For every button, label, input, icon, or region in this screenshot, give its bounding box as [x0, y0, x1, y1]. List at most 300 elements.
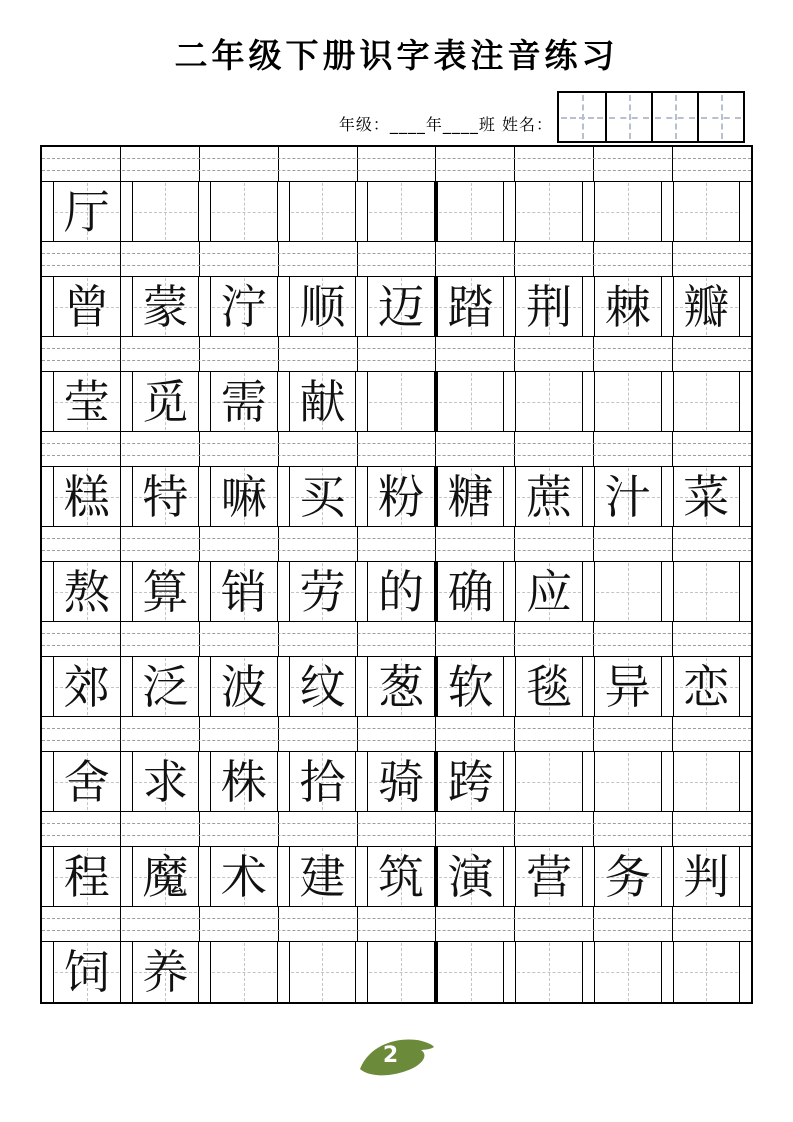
pinyin-cell	[593, 337, 672, 371]
cell-gap	[583, 277, 594, 336]
cell-gap	[42, 942, 53, 1002]
cell-gap	[199, 657, 210, 716]
cell-gap	[121, 182, 132, 241]
cell-gap	[504, 847, 515, 906]
pinyin-ruling-strip	[42, 337, 751, 372]
pinyin-cell	[672, 147, 751, 181]
character-cell	[673, 467, 741, 526]
pinyin-cell	[357, 242, 436, 276]
character-cell	[673, 657, 741, 716]
cell-gap	[740, 847, 751, 906]
pinyin-cell	[357, 907, 436, 941]
empty-character-cell	[515, 942, 583, 1002]
cell-gap	[121, 657, 132, 716]
cell-gap	[583, 182, 594, 241]
character-row	[42, 752, 751, 812]
cell-gap	[199, 752, 210, 811]
empty-character-cell	[594, 182, 662, 241]
empty-character-cell	[594, 372, 662, 431]
pinyin-ruling-strip	[42, 622, 751, 657]
cell-gap	[504, 182, 515, 241]
character-cell	[437, 847, 505, 906]
cell-gap	[356, 752, 367, 811]
pinyin-cell	[199, 147, 278, 181]
cell-gap	[199, 182, 210, 241]
cell-gap	[278, 562, 289, 621]
hanzi-glyph: 求	[142, 754, 189, 809]
cell-gap	[42, 847, 53, 906]
pinyin-cell	[435, 337, 514, 371]
pinyin-cell	[120, 432, 199, 466]
hanzi-glyph: 踏	[447, 279, 494, 334]
hanzi-glyph: 异	[604, 659, 651, 714]
pinyin-dashed-line	[42, 930, 751, 931]
character-cell	[673, 277, 741, 336]
character-row	[42, 657, 751, 717]
character-cell	[289, 467, 357, 526]
character-cell	[132, 942, 200, 1002]
pinyin-cell	[435, 432, 514, 466]
pinyin-cell	[514, 527, 593, 561]
pinyin-cell	[435, 717, 514, 751]
character-cell	[437, 467, 505, 526]
character-row	[42, 182, 751, 242]
cell-gap	[504, 752, 515, 811]
pinyin-cell	[514, 432, 593, 466]
pinyin-cell	[672, 432, 751, 466]
character-cell	[132, 467, 200, 526]
hanzi-glyph: 程	[63, 849, 110, 904]
empty-character-cell	[673, 752, 741, 811]
cell-gap	[583, 467, 594, 526]
cell-gap	[121, 942, 132, 1002]
pinyin-cell	[120, 147, 199, 181]
empty-character-cell	[673, 182, 741, 241]
pinyin-dashed-line	[42, 633, 751, 634]
pinyin-cell	[278, 337, 357, 371]
cell-gap	[504, 277, 515, 336]
pinyin-cell	[199, 622, 278, 656]
meta-row	[0, 91, 793, 143]
hanzi-glyph: 瓣	[683, 279, 730, 334]
cell-gap	[278, 942, 289, 1002]
row-group	[42, 432, 751, 527]
cell-gap	[740, 372, 751, 431]
cell-gap	[740, 467, 751, 526]
hanzi-glyph: 献	[299, 374, 346, 429]
pinyin-dashed-line	[42, 645, 751, 646]
character-cell	[367, 467, 435, 526]
character-cell	[594, 657, 662, 716]
name-grid	[557, 91, 745, 143]
pinyin-cell	[42, 147, 120, 181]
character-cell	[289, 847, 357, 906]
cell-gap	[740, 657, 751, 716]
hanzi-glyph: 纹	[299, 659, 346, 714]
pinyin-dashed-line	[42, 170, 751, 171]
pinyin-cell	[120, 337, 199, 371]
character-cell	[53, 372, 121, 431]
character-cell	[132, 847, 200, 906]
hanzi-glyph: 应	[526, 564, 573, 619]
cell-gap	[356, 657, 367, 716]
pinyin-cell	[672, 812, 751, 846]
hanzi-glyph: 曾	[63, 279, 110, 334]
character-cell	[515, 847, 583, 906]
cell-gap	[583, 562, 594, 621]
cell-gap	[121, 277, 132, 336]
cell-gap	[504, 942, 515, 1002]
character-cell	[437, 752, 505, 811]
hanzi-glyph: 糖	[447, 469, 494, 524]
hanzi-glyph: 建	[299, 849, 346, 904]
character-cell	[515, 467, 583, 526]
pinyin-cell	[672, 337, 751, 371]
cell-gap	[583, 752, 594, 811]
cell-gap	[42, 752, 53, 811]
character-row	[42, 847, 751, 907]
pinyin-cell	[593, 907, 672, 941]
empty-character-cell	[289, 182, 357, 241]
pinyin-cell	[42, 432, 120, 466]
pinyin-cell	[357, 527, 436, 561]
cell-gap	[356, 847, 367, 906]
pinyin-cell	[435, 527, 514, 561]
hanzi-glyph: 菜	[683, 469, 730, 524]
character-cell	[594, 467, 662, 526]
character-cell	[289, 752, 357, 811]
cell-gap	[121, 752, 132, 811]
name-box	[605, 93, 651, 141]
pinyin-cell	[435, 147, 514, 181]
hanzi-glyph: 买	[299, 469, 346, 524]
pinyin-ruling-strip	[42, 717, 751, 752]
pinyin-cell	[672, 242, 751, 276]
cell-gap	[662, 752, 673, 811]
pinyin-cell	[435, 242, 514, 276]
cell-gap	[583, 942, 594, 1002]
pinyin-cell	[278, 147, 357, 181]
pinyin-cell	[672, 907, 751, 941]
pinyin-cell	[435, 812, 514, 846]
empty-character-cell	[437, 372, 505, 431]
empty-character-cell	[437, 182, 505, 241]
character-cell	[132, 372, 200, 431]
character-cell	[53, 657, 121, 716]
row-group	[42, 242, 751, 337]
cell-gap	[199, 277, 210, 336]
hanzi-glyph: 荆	[526, 279, 573, 334]
pinyin-cell	[42, 812, 120, 846]
pinyin-cell	[199, 717, 278, 751]
hanzi-glyph: 棘	[604, 279, 651, 334]
pinyin-cell	[514, 717, 593, 751]
hanzi-glyph: 郊	[63, 659, 110, 714]
row-group	[42, 622, 751, 717]
pinyin-dashed-line	[42, 348, 751, 349]
hanzi-glyph: 判	[683, 849, 730, 904]
hanzi-glyph: 毯	[526, 659, 573, 714]
character-cell	[210, 467, 278, 526]
cell-gap	[356, 942, 367, 1002]
pinyin-cell	[514, 907, 593, 941]
hanzi-glyph: 葱	[378, 659, 425, 714]
pinyin-cell	[435, 907, 514, 941]
character-cell	[53, 942, 121, 1002]
pinyin-cell	[514, 337, 593, 371]
pinyin-cell	[672, 527, 751, 561]
character-cell	[132, 657, 200, 716]
character-cell	[367, 657, 435, 716]
pinyin-ruling-strip	[42, 812, 751, 847]
cell-gap	[356, 277, 367, 336]
character-cell	[210, 562, 278, 621]
hanzi-glyph: 莹	[63, 374, 110, 429]
cell-gap	[356, 372, 367, 431]
row-group	[42, 147, 751, 242]
character-cell	[289, 372, 357, 431]
pinyin-cell	[514, 622, 593, 656]
character-cell	[437, 657, 505, 716]
pinyin-dashed-line	[42, 823, 751, 824]
hanzi-glyph: 的	[378, 564, 425, 619]
pinyin-cell	[357, 337, 436, 371]
cell-gap	[740, 942, 751, 1002]
pinyin-cell	[120, 622, 199, 656]
empty-character-cell	[515, 372, 583, 431]
empty-character-cell	[673, 942, 741, 1002]
pinyin-cell	[278, 717, 357, 751]
pinyin-cell	[593, 147, 672, 181]
cell-gap	[278, 372, 289, 431]
pinyin-dashed-line	[42, 443, 751, 444]
pinyin-dashed-line	[42, 538, 751, 539]
pinyin-cell	[199, 242, 278, 276]
cell-gap	[662, 277, 673, 336]
name-box	[651, 93, 697, 141]
character-cell	[673, 847, 741, 906]
character-cell	[210, 372, 278, 431]
pinyin-cell	[357, 622, 436, 656]
character-cell	[53, 847, 121, 906]
pinyin-cell	[593, 717, 672, 751]
pinyin-dashed-line	[42, 550, 751, 551]
pinyin-cell	[593, 527, 672, 561]
name-box	[697, 93, 743, 141]
hanzi-glyph: 熬	[63, 564, 110, 619]
pinyin-cell	[199, 337, 278, 371]
character-cell	[515, 277, 583, 336]
pinyin-dashed-line	[42, 265, 751, 266]
empty-character-cell	[437, 942, 505, 1002]
hanzi-glyph: 蒙	[142, 279, 189, 334]
character-cell	[289, 562, 357, 621]
empty-character-cell	[367, 182, 435, 241]
hanzi-glyph: 舍	[63, 754, 110, 809]
hanzi-glyph: 厅	[63, 184, 110, 239]
pinyin-cell	[593, 812, 672, 846]
pinyin-dashed-line	[42, 835, 751, 836]
cell-gap	[278, 657, 289, 716]
cell-gap	[662, 467, 673, 526]
row-group	[42, 717, 751, 812]
pinyin-cell	[278, 242, 357, 276]
cell-gap	[740, 182, 751, 241]
hanzi-glyph: 泛	[142, 659, 189, 714]
hanzi-glyph: 恋	[683, 659, 730, 714]
hanzi-glyph: 跨	[447, 754, 494, 809]
hanzi-glyph: 汁	[604, 469, 651, 524]
hanzi-glyph: 筑	[378, 849, 425, 904]
cell-gap	[662, 372, 673, 431]
cell-gap	[662, 847, 673, 906]
pinyin-dashed-line	[42, 728, 751, 729]
pinyin-dashed-line	[42, 740, 751, 741]
empty-character-cell	[132, 182, 200, 241]
pinyin-cell	[120, 527, 199, 561]
cell-gap	[278, 182, 289, 241]
empty-character-cell	[594, 942, 662, 1002]
hanzi-glyph: 粉	[378, 469, 425, 524]
character-cell	[437, 277, 505, 336]
cell-gap	[662, 562, 673, 621]
empty-character-cell	[594, 752, 662, 811]
pinyin-cell	[357, 717, 436, 751]
character-cell	[367, 562, 435, 621]
cell-gap	[504, 562, 515, 621]
hanzi-glyph: 术	[220, 849, 267, 904]
row-group	[42, 907, 751, 1002]
pinyin-cell	[672, 717, 751, 751]
row-group	[42, 337, 751, 432]
pinyin-ruling-strip	[42, 907, 751, 942]
hanzi-glyph: 确	[447, 564, 494, 619]
pinyin-cell	[514, 242, 593, 276]
hanzi-glyph: 觅	[142, 374, 189, 429]
pinyin-cell	[278, 907, 357, 941]
character-cell	[594, 847, 662, 906]
character-cell	[53, 562, 121, 621]
empty-character-cell	[210, 942, 278, 1002]
hanzi-glyph: 特	[142, 469, 189, 524]
hanzi-glyph: 株	[220, 754, 267, 809]
cell-gap	[121, 847, 132, 906]
character-cell	[367, 752, 435, 811]
pinyin-dashed-line	[42, 918, 751, 919]
cell-gap	[42, 657, 53, 716]
grade-class-name-label: 年级：____年____班 姓名：	[338, 115, 553, 134]
pinyin-cell	[514, 147, 593, 181]
cell-gap	[740, 562, 751, 621]
hanzi-glyph: 务	[604, 849, 651, 904]
character-cell	[53, 467, 121, 526]
character-cell	[289, 277, 357, 336]
pinyin-cell	[593, 432, 672, 466]
page-number-leaf	[357, 1036, 437, 1080]
cell-gap	[199, 372, 210, 431]
hanzi-glyph: 蔗	[526, 469, 573, 524]
pinyin-cell	[199, 432, 278, 466]
hanzi-glyph: 拾	[299, 754, 346, 809]
pinyin-cell	[278, 432, 357, 466]
character-cell	[437, 562, 505, 621]
empty-character-cell	[673, 372, 741, 431]
character-cell	[210, 277, 278, 336]
pinyin-dashed-line	[42, 455, 751, 456]
character-cell	[132, 277, 200, 336]
cell-gap	[583, 657, 594, 716]
hanzi-glyph: 糕	[63, 469, 110, 524]
empty-character-cell	[673, 562, 741, 621]
character-cell	[210, 657, 278, 716]
character-cell	[132, 752, 200, 811]
cell-gap	[121, 562, 132, 621]
character-cell	[367, 277, 435, 336]
character-row	[42, 277, 751, 337]
hanzi-glyph: 波	[220, 659, 267, 714]
cell-gap	[278, 847, 289, 906]
cell-gap	[740, 752, 751, 811]
cell-gap	[356, 182, 367, 241]
pinyin-cell	[357, 147, 436, 181]
hanzi-glyph: 嘛	[220, 469, 267, 524]
empty-character-cell	[515, 752, 583, 811]
cell-gap	[278, 752, 289, 811]
cell-gap	[662, 657, 673, 716]
pinyin-cell	[120, 812, 199, 846]
pinyin-cell	[593, 242, 672, 276]
character-row	[42, 942, 751, 1002]
pinyin-cell	[42, 337, 120, 371]
cell-gap	[121, 372, 132, 431]
pinyin-cell	[672, 622, 751, 656]
hanzi-glyph: 顺	[299, 279, 346, 334]
practice-grid	[40, 145, 753, 1004]
pinyin-cell	[42, 622, 120, 656]
pinyin-cell	[199, 527, 278, 561]
cell-gap	[121, 467, 132, 526]
empty-character-cell	[210, 182, 278, 241]
page-title: 二年级下册识字表注音练习	[174, 39, 619, 75]
empty-character-cell	[289, 942, 357, 1002]
cell-gap	[504, 372, 515, 431]
cell-gap	[356, 562, 367, 621]
hanzi-glyph: 养	[142, 945, 189, 999]
character-cell	[53, 277, 121, 336]
character-cell	[367, 847, 435, 906]
pinyin-cell	[42, 242, 120, 276]
hanzi-glyph: 算	[142, 564, 189, 619]
hanzi-glyph: 需	[220, 374, 267, 429]
cell-gap	[42, 372, 53, 431]
pinyin-ruling-strip	[42, 527, 751, 562]
cell-gap	[356, 467, 367, 526]
cell-gap	[278, 467, 289, 526]
pinyin-cell	[278, 527, 357, 561]
pinyin-cell	[120, 717, 199, 751]
pinyin-cell	[42, 717, 120, 751]
pinyin-cell	[278, 622, 357, 656]
pinyin-dashed-line	[42, 158, 751, 159]
cell-gap	[42, 182, 53, 241]
character-cell	[53, 182, 121, 241]
hanzi-glyph: 营	[526, 849, 573, 904]
pinyin-cell	[120, 907, 199, 941]
character-cell	[132, 562, 200, 621]
pinyin-cell	[278, 812, 357, 846]
cell-gap	[199, 847, 210, 906]
cell-gap	[278, 277, 289, 336]
